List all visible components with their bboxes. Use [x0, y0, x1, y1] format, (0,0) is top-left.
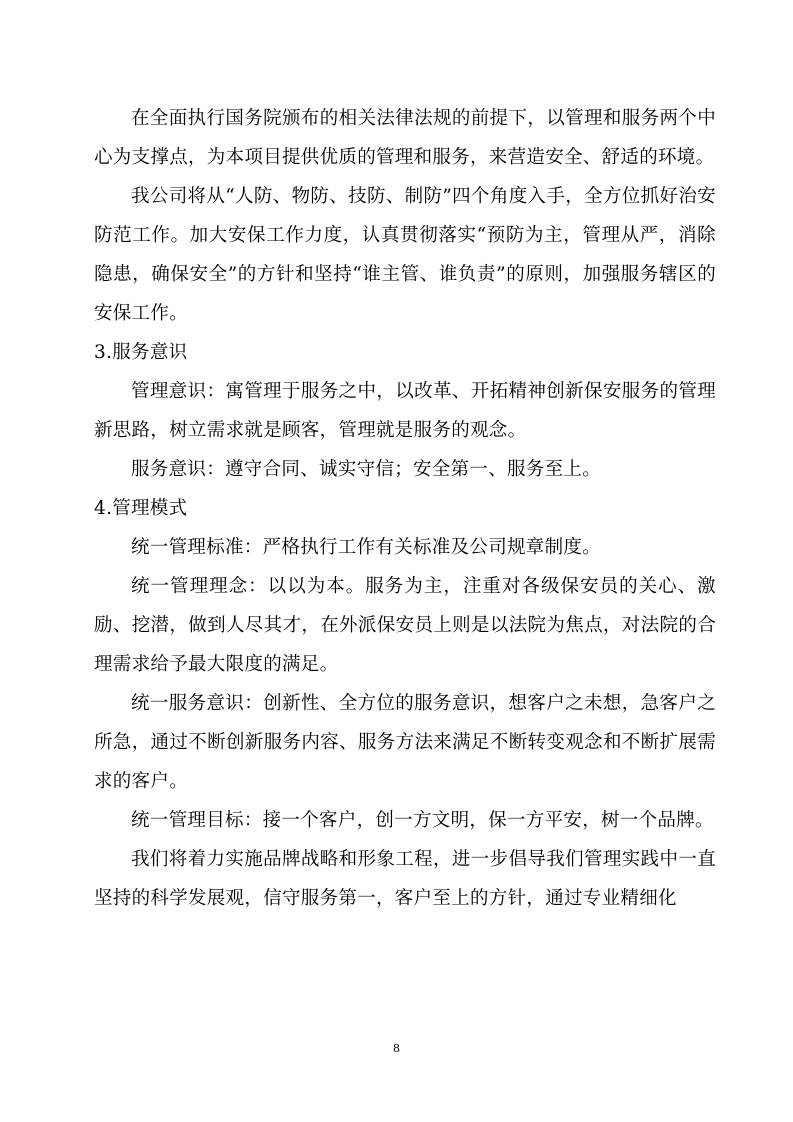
- paragraph-management-awareness: 管理意识：寓管理于服务之中，以改革、开拓精神创新保安服务的管理新思路，树立需求就是顾客，管理就是服务的观念。: [94, 381, 716, 441]
- paragraph-service-awareness: 服务意识：遵守合同、诚实守信；安全第一、服务至上。: [131, 459, 602, 480]
- paragraph-unified-philosophy: 统一管理理念：以以为本。服务为主，注重对各级保安员的关心、激励、挖潜，做到人尽其才，在外派保安员上则是以法院为焦点，对法院的合理需求给予最大限度的满足。: [94, 576, 716, 675]
- document-body: [94, 99, 716, 918]
- paragraph-intro: 在全面执行国务院颁布的相关法律法规的前提下，以管理和服务两个中心为支撑点，为本项目提供优质的管理和服务，来营造安全、舒适的环境。: [94, 108, 716, 168]
- page-number: 8: [393, 1042, 400, 1055]
- paragraph-brand-strategy: 我们将着力实施品牌战略和形象工程，进一步倡导我们管理实践中一直坚持的科学发展观，信守服务第一，客户至上的方针，通过专业精细化: [94, 849, 716, 909]
- section-heading-management-mode: 4.管理模式: [94, 498, 188, 519]
- paragraph-unified-service: 统一服务意识：创新性、全方位的服务意识，想客户之未想，急客户之所急，通过不断创新服务内容、服务方法来满足不断转变观念和不断扩展需求的客户。: [94, 693, 716, 792]
- paragraph-security-approach: 我公司将从“人防、物防、技防、制防”四个角度入手，全方位抓好治安防范工作。加大安保工作力度，认真贯彻落实“预防为主，管理从严，消除隐患，确保安全”的方针和坚持“谁主管、谁负责”的原则，加强服务辖区的安保工作。: [94, 186, 716, 324]
- paragraph-unified-goal: 统一管理目标：接一个客户，创一方文明，保一方平安，树一个品牌。: [131, 810, 714, 831]
- section-heading-service-awareness: 3.服务意识: [94, 342, 188, 363]
- paragraph-unified-standard: 统一管理标准：严格执行工作有关标准及公司规章制度。: [131, 537, 602, 558]
